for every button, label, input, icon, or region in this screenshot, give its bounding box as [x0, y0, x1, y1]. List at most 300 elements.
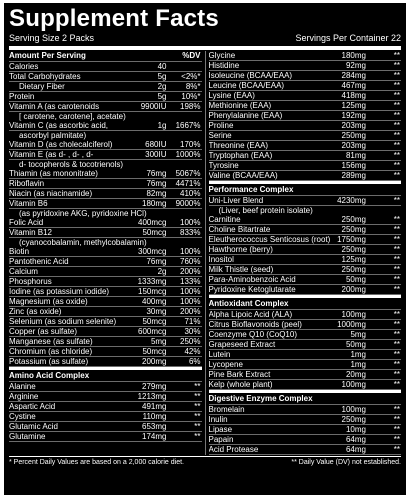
nutrient-daily-value: ** [393, 445, 400, 454]
nutrient-row [9, 228, 202, 238]
nutrient-row [209, 196, 402, 206]
nutrient-name: Vitamin B6 [9, 199, 48, 208]
nutrient-daily-value: 133% [180, 277, 201, 286]
nutrient-daily-value: ** [393, 121, 400, 130]
nutrient-row [209, 310, 402, 320]
nutrient-row [9, 189, 202, 199]
nutrient-amount: 250mg [341, 225, 366, 234]
nutrient-row [209, 415, 402, 425]
nutrient-name: Methionine (EAA) [208, 101, 272, 110]
nutrient-daily-value: ** [393, 71, 400, 80]
nutrient-daily-value: 760% [180, 257, 201, 266]
nutrient-daily-value: ** [393, 235, 400, 244]
servings-per-container: Servings Per Container 22 [295, 33, 401, 43]
nutrient-row [9, 267, 202, 277]
nutrient-row [209, 330, 402, 340]
nutrient-amount: 284mg [341, 71, 366, 80]
nutrient-name: Magnesium (as oxide) [9, 297, 88, 306]
nutrient-row [9, 382, 202, 392]
nutrient-name: Alanine [9, 382, 36, 391]
nutrient-row [209, 265, 402, 275]
nutrient-row [9, 150, 202, 160]
amount-header [9, 51, 202, 62]
nutrient-row [209, 235, 402, 245]
nutrient-name: Carnitine [208, 215, 241, 224]
nutrient-daily-value: ** [393, 285, 400, 294]
nutrient-name: Manganese (as sulfate) [9, 337, 93, 346]
nutrient-daily-value: 100% [180, 287, 201, 296]
nutrient-row [209, 171, 402, 181]
nutrient-row [209, 71, 402, 81]
nutrient-row [209, 425, 402, 435]
nutrient-row [209, 225, 402, 235]
nutrient-row [209, 445, 402, 455]
nutrient-amount: 491mg [142, 402, 167, 411]
antioxidant-list [209, 310, 402, 390]
nutrient-amount: 1000mg [337, 320, 366, 329]
nutrient-name: Pine Bark Extract [208, 370, 271, 379]
amino-acid-list-continued [209, 51, 402, 181]
nutrient-row [9, 402, 202, 412]
footnote-dv-not-established: ** Daily Value (DV) not established. [291, 459, 401, 466]
nutrient-daily-value: ** [194, 392, 201, 401]
nutrient-amount: 250mg [341, 215, 366, 224]
nutrient-row [209, 215, 402, 225]
nutrient-name: Phosphorus [9, 277, 52, 286]
nutrient-daily-value: ** [393, 245, 400, 254]
nutrient-name: Lysine (EAA) [208, 91, 255, 100]
nutrient-row [9, 169, 202, 179]
nutrient-daily-value: 410% [180, 189, 201, 198]
nutrient-amount: 9900IU [140, 102, 167, 111]
nutrient-row [209, 320, 402, 330]
nutrient-amount: 125mg [341, 255, 366, 264]
nutrient-row [9, 72, 202, 82]
nutrient-row [9, 199, 202, 209]
serving-info [9, 33, 401, 44]
nutrient-daily-value: 1000% [175, 150, 201, 159]
nutrient-name: Copper (as sulfate) [9, 327, 78, 336]
nutrient-amount: 600mcg [138, 327, 167, 336]
nutrient-amount: 200mg [341, 285, 366, 294]
nutrient-daily-value: ** [393, 310, 400, 319]
nutrient-daily-value: 5067% [175, 169, 201, 178]
nutrient-name: Cystine [9, 412, 36, 421]
nutrient-amount: 5mg [350, 330, 366, 339]
nutrient-daily-value: ** [393, 131, 400, 140]
nutrient-daily-value: 8%* [185, 82, 201, 91]
nutrient-row [9, 121, 202, 131]
nutrient-name: Zinc (as oxide) [9, 307, 62, 316]
nutrient-name: Tyrosine [208, 161, 239, 170]
nutrient-row [209, 285, 402, 295]
nutrient-row [209, 245, 402, 255]
nutrient-name: Alpha Lipoic Acid (ALA) [208, 310, 293, 319]
nutrient-amount: 174mg [142, 432, 167, 441]
nutrient-name: Lutein [208, 350, 231, 359]
nutrient-amount: 100mg [341, 310, 366, 319]
left-column [9, 51, 206, 455]
amount-header-label: Amount Per Serving [9, 51, 86, 60]
nutrient-name: Aspartic Acid [9, 402, 56, 411]
nutrient-name: Vitamin A (as carotenoids [9, 102, 100, 111]
nutrient-daily-value: 198% [180, 102, 201, 111]
nutrient-row [9, 62, 202, 72]
nutrient-daily-value: ** [393, 81, 400, 90]
nutrient-daily-value: ** [194, 412, 201, 421]
nutrient-name: Iodine (as potassium iodide) [9, 287, 110, 296]
nutrient-name: Selenium (as sodium selenite) [9, 317, 117, 326]
nutrient-row [9, 102, 202, 112]
nutrient-amount: 110mg [142, 412, 167, 421]
nutrient-daily-value: ** [393, 101, 400, 110]
nutrient-name: Pantothenic Acid [9, 257, 69, 266]
nutrient-row [209, 101, 402, 111]
nutrient-row [9, 422, 202, 432]
nutrient-daily-value: ** [393, 196, 400, 205]
nutrient-daily-value: 1667% [175, 121, 201, 130]
nutrient-row [9, 160, 202, 169]
nutrient-row [9, 140, 202, 150]
nutrient-amount: 50mg [345, 275, 366, 284]
nutrient-row [209, 151, 402, 161]
nutrient-name: Vitamin D (as cholecalciferol) [9, 140, 113, 149]
serving-size: Serving Size 2 Packs [9, 33, 95, 43]
nutrient-row [9, 307, 202, 317]
nutrient-row [209, 61, 402, 71]
nutrient-name: Vitamin B12 [9, 228, 52, 237]
supplement-facts-panel [4, 3, 406, 495]
nutrient-row [9, 131, 202, 140]
nutrient-amount: 5mg [150, 337, 167, 346]
nutrient-name: Acid Protease [208, 445, 259, 454]
nutrient-name: Choline Bitartrate [208, 225, 271, 234]
nutrient-row [9, 347, 202, 357]
nutrient-amount: 192mg [341, 111, 366, 120]
nutrient-name: Glycine [208, 51, 236, 60]
nutrient-row [209, 405, 402, 415]
nutrient-daily-value: ** [393, 265, 400, 274]
nutrient-amount: 250mg [341, 131, 366, 140]
nutrient-name: Calcium [9, 267, 38, 276]
nutrient-daily-value: ** [194, 382, 201, 391]
nutrient-amount: 1333mg [137, 277, 167, 286]
nutrient-row [9, 337, 202, 347]
nutrient-amount: 2g [157, 267, 167, 276]
nutrient-name: Tryptophan (EAA) [208, 151, 273, 160]
nutrient-daily-value: ** [393, 171, 400, 180]
nutrient-row [209, 206, 402, 215]
nutrient-row [9, 247, 202, 257]
nutrient-name: Inulin [208, 415, 228, 424]
nutrient-row [9, 287, 202, 297]
nutrient-amount: 50mg [345, 340, 366, 349]
nutrient-amount: 20mg [345, 370, 366, 379]
nutrient-name: Biotin [9, 247, 30, 256]
nutrient-row [9, 277, 202, 287]
nutrient-daily-value: 100% [180, 247, 201, 256]
nutrient-row [209, 380, 402, 390]
nutrient-row [9, 82, 202, 92]
nutrient-row [209, 360, 402, 370]
nutrient-daily-value: ** [393, 330, 400, 339]
nutrient-name: Thiamin (as mononitrate) [9, 169, 98, 178]
nutrient-daily-value: ** [393, 435, 400, 444]
nutrient-name: Histidine [208, 61, 240, 70]
nutrient-daily-value: ** [393, 360, 400, 369]
nutrient-amount: 50mcg [142, 347, 167, 356]
nutrient-daily-value: ** [393, 61, 400, 70]
nutrient-row [209, 255, 402, 265]
nutrient-daily-value: ** [393, 141, 400, 150]
nutrient-daily-value: 100% [180, 297, 201, 306]
nutrient-amount: 1750mg [337, 235, 366, 244]
nutrient-amount: 82mg [146, 189, 167, 198]
footnotes [9, 456, 401, 467]
nutrient-name: Dietary Fiber [19, 82, 65, 91]
nutrient-daily-value: 4471% [175, 179, 201, 188]
nutrient-daily-value: 200% [180, 307, 201, 316]
nutrient-name: Lipase [208, 425, 233, 434]
nutrient-name: Potassium (as sulfate) [9, 357, 89, 366]
nutrient-row [9, 257, 202, 267]
nutrient-amount: 203mg [341, 141, 366, 150]
nutrient-row [209, 111, 402, 121]
nutrient-row [209, 131, 402, 141]
nutrient-name: Glutamine [9, 432, 46, 441]
nutrient-name: Uni-Liver Blend [208, 196, 264, 205]
nutrient-amount: 156mg [341, 161, 366, 170]
nutrient-row [9, 238, 202, 247]
nutrient-row [9, 327, 202, 337]
nutrient-amount: 467mg [341, 81, 366, 90]
nutrient-daily-value: 71% [184, 317, 201, 326]
nutrient-amount: 400mcg [138, 218, 167, 227]
nutrient-amount: 2g [157, 82, 167, 91]
antioxidant-section-title: Antioxidant Complex [209, 295, 402, 310]
right-column [206, 51, 402, 455]
nutrient-daily-value: ** [393, 255, 400, 264]
nutrient-name: (Liver, beef protein isolate) [218, 206, 313, 215]
nutrient-amount: 76mg [146, 179, 167, 188]
nutrient-amount: 1mg [350, 350, 366, 359]
nutrient-name: Para-Aminobenzoic Acid [208, 275, 296, 284]
nutrient-name: Calories [9, 62, 39, 71]
nutrient-name: Niacin (as niacinamide) [9, 189, 93, 198]
nutrient-daily-value: ** [194, 422, 201, 431]
nutrient-amount: 4230mg [337, 196, 366, 205]
nutrient-name: Arginine [9, 392, 39, 401]
nutrient-name: Proline [208, 121, 234, 130]
nutrient-amount: 5g [157, 72, 167, 81]
nutrient-amount: 653mg [142, 422, 167, 431]
nutrient-row [209, 91, 402, 101]
nutrient-daily-value: 30% [184, 327, 201, 336]
nutrient-row [9, 209, 202, 218]
nutrient-name: Kelp (whole plant) [208, 380, 273, 389]
nutrient-name: Papain [208, 435, 234, 444]
nutrient-name: (cyanocobalamin, methylcobalamin) [19, 238, 147, 247]
nutrient-name: ascorbyl palmitate) [19, 131, 87, 140]
nutrient-name: Chromium (as chloride) [9, 347, 93, 356]
panel-title: Supplement Facts [9, 5, 219, 32]
nutrient-row [209, 370, 402, 380]
nutrient-row [209, 275, 402, 285]
nutrient-row [9, 412, 202, 422]
nutrient-amount: 100mg [341, 380, 366, 389]
nutrient-amount: 279mg [142, 382, 167, 391]
nutrient-name: Total Carbohydrates [9, 72, 81, 81]
nutrient-daily-value: ** [393, 51, 400, 60]
nutrient-daily-value: ** [393, 111, 400, 120]
nutrient-daily-value: ** [393, 161, 400, 170]
performance-list [209, 196, 402, 295]
nutrient-name: Milk Thistle (seed) [208, 265, 274, 274]
nutrient-amount: 50mcg [142, 228, 167, 237]
nutrient-daily-value: 10%* [181, 92, 201, 101]
nutrient-daily-value: ** [393, 320, 400, 329]
digestive-list [209, 405, 402, 455]
nutrient-amount: 100mg [341, 405, 366, 414]
vitamins-minerals-list [9, 62, 202, 367]
nutrient-amount: 30mg [146, 307, 167, 316]
nutrient-row [209, 81, 402, 91]
nutrient-name: [ carotene, carotene], acetate) [19, 112, 126, 121]
nutrient-amount: 300mcg [138, 247, 167, 256]
nutrient-name: Citrus Bioflavonoids (peel) [208, 320, 302, 329]
nutrient-daily-value: ** [393, 405, 400, 414]
nutrient-name: Pyridoxine Ketoglutarate [208, 285, 296, 294]
nutrient-amount: 680IU [145, 140, 167, 149]
nutrient-name: Leucine (BCAA/EAA) [208, 81, 285, 90]
nutrient-daily-value: ** [393, 91, 400, 100]
amino-acid-section-title: Amino Acid Complex [9, 367, 202, 382]
nutrient-name: Grapeseed Extract [208, 340, 276, 349]
nutrient-amount: 92mg [345, 61, 366, 70]
nutrient-name: Bromelain [208, 405, 245, 414]
nutrient-daily-value: <2%* [181, 72, 201, 81]
nutrient-amount: 40 [157, 62, 167, 71]
nutrient-amount: 250mg [341, 415, 366, 424]
nutrient-amount: 180mg [341, 51, 366, 60]
nutrient-amount: 289mg [341, 171, 366, 180]
nutrient-amount: 125mg [341, 101, 366, 110]
nutrient-daily-value: ** [393, 370, 400, 379]
digestive-section-title: Digestive Enzyme Complex [209, 390, 402, 405]
dv-header-label: %DV [182, 51, 201, 60]
nutrient-name: Vitamin E (as d- , d- , d- [9, 150, 94, 159]
nutrient-name: d- tocopherols & tocotrienols) [19, 160, 124, 169]
nutrient-name: Threonine (EAA) [208, 141, 269, 150]
nutrient-row [9, 317, 202, 327]
nutrient-name: Isoleucine (BCAA/EAA) [208, 71, 293, 80]
nutrient-row [209, 435, 402, 445]
nutrient-amount: 180mg [142, 199, 167, 208]
nutrient-amount: 200mg [142, 357, 167, 366]
nutrient-name: Valine (BCAA/EAA) [208, 171, 278, 180]
nutrient-row [209, 350, 402, 360]
nutrient-name: Inositol [208, 255, 234, 264]
nutrient-daily-value: 170% [180, 140, 201, 149]
nutrient-name: Glutamic Acid [9, 422, 58, 431]
nutrient-row [9, 218, 202, 228]
nutrient-amount: 250mg [341, 245, 366, 254]
nutrient-daily-value: ** [393, 415, 400, 424]
nutrient-name: Hawthorne (berry) [208, 245, 273, 254]
nutrient-name: Lycopene [208, 360, 243, 369]
thick-divider [9, 46, 401, 50]
nutrient-amount: 203mg [341, 121, 366, 130]
nutrient-row [209, 340, 402, 350]
nutrient-daily-value: ** [393, 275, 400, 284]
nutrient-daily-value: 6% [188, 357, 201, 366]
nutrient-name: Riboflavin [9, 179, 45, 188]
nutrient-amount: 1213mg [137, 392, 167, 401]
nutrient-amount: 64mg [345, 445, 366, 454]
nutrient-amount: 418mg [341, 91, 366, 100]
nutrient-row [209, 121, 402, 131]
nutrient-amount: 50mcg [142, 317, 167, 326]
nutrient-row [9, 392, 202, 402]
nutrient-amount: 1mg [350, 360, 366, 369]
nutrient-daily-value: ** [393, 380, 400, 389]
nutrient-name: Protein [9, 92, 35, 101]
nutrient-daily-value: 250% [180, 337, 201, 346]
nutrient-name: Coenzyme Q10 (CoQ10) [208, 330, 297, 339]
nutrient-row [209, 161, 402, 171]
nutrient-amount: 250mg [341, 265, 366, 274]
nutrient-amount: 150mcg [138, 287, 167, 296]
nutrient-amount: 1g [157, 121, 167, 130]
nutrient-amount: 76mg [146, 257, 167, 266]
nutrient-name: Serine [208, 131, 232, 140]
nutrient-daily-value: ** [393, 340, 400, 349]
nutrient-row [9, 112, 202, 121]
nutrient-daily-value: ** [393, 225, 400, 234]
amino-acid-list [9, 382, 202, 442]
nutrient-amount: 5g [157, 92, 167, 101]
nutrient-daily-value: 9000% [175, 199, 201, 208]
nutrient-row [209, 51, 402, 61]
nutrient-name: Vitamin C (as ascorbic acid, [9, 121, 108, 130]
performance-section-title: Performance Complex [209, 181, 402, 196]
nutrient-daily-value: 100% [180, 218, 201, 227]
footnote-percent-dv: * Percent Daily Values are based on a 2,000 calorie diet. [9, 459, 184, 466]
nutrient-amount: 10mg [345, 425, 366, 434]
nutrient-row [9, 432, 202, 442]
nutrient-daily-value: ** [393, 350, 400, 359]
nutrient-name: Phenylalanine (EAA) [208, 111, 283, 120]
nutrient-daily-value: ** [393, 151, 400, 160]
nutrient-row [9, 92, 202, 102]
nutrient-row [209, 141, 402, 151]
nutrient-daily-value: 200% [180, 267, 201, 276]
facts-columns [9, 51, 401, 455]
nutrient-row [9, 297, 202, 307]
nutrient-daily-value: ** [393, 425, 400, 434]
nutrient-amount: 300IU [145, 150, 167, 159]
nutrient-name: (as pyridoxine AKG, pyridoxine HCl) [19, 209, 147, 218]
nutrient-amount: 76mg [146, 169, 167, 178]
nutrient-name: Eleutherococcus Senticosus (root) [208, 235, 331, 244]
nutrient-amount: 81mg [345, 151, 366, 160]
nutrient-amount: 64mg [345, 435, 366, 444]
nutrient-daily-value: ** [194, 402, 201, 411]
nutrient-daily-value: ** [393, 215, 400, 224]
nutrient-daily-value: 833% [180, 228, 201, 237]
nutrient-row [9, 179, 202, 189]
nutrient-daily-value: 42% [184, 347, 201, 356]
